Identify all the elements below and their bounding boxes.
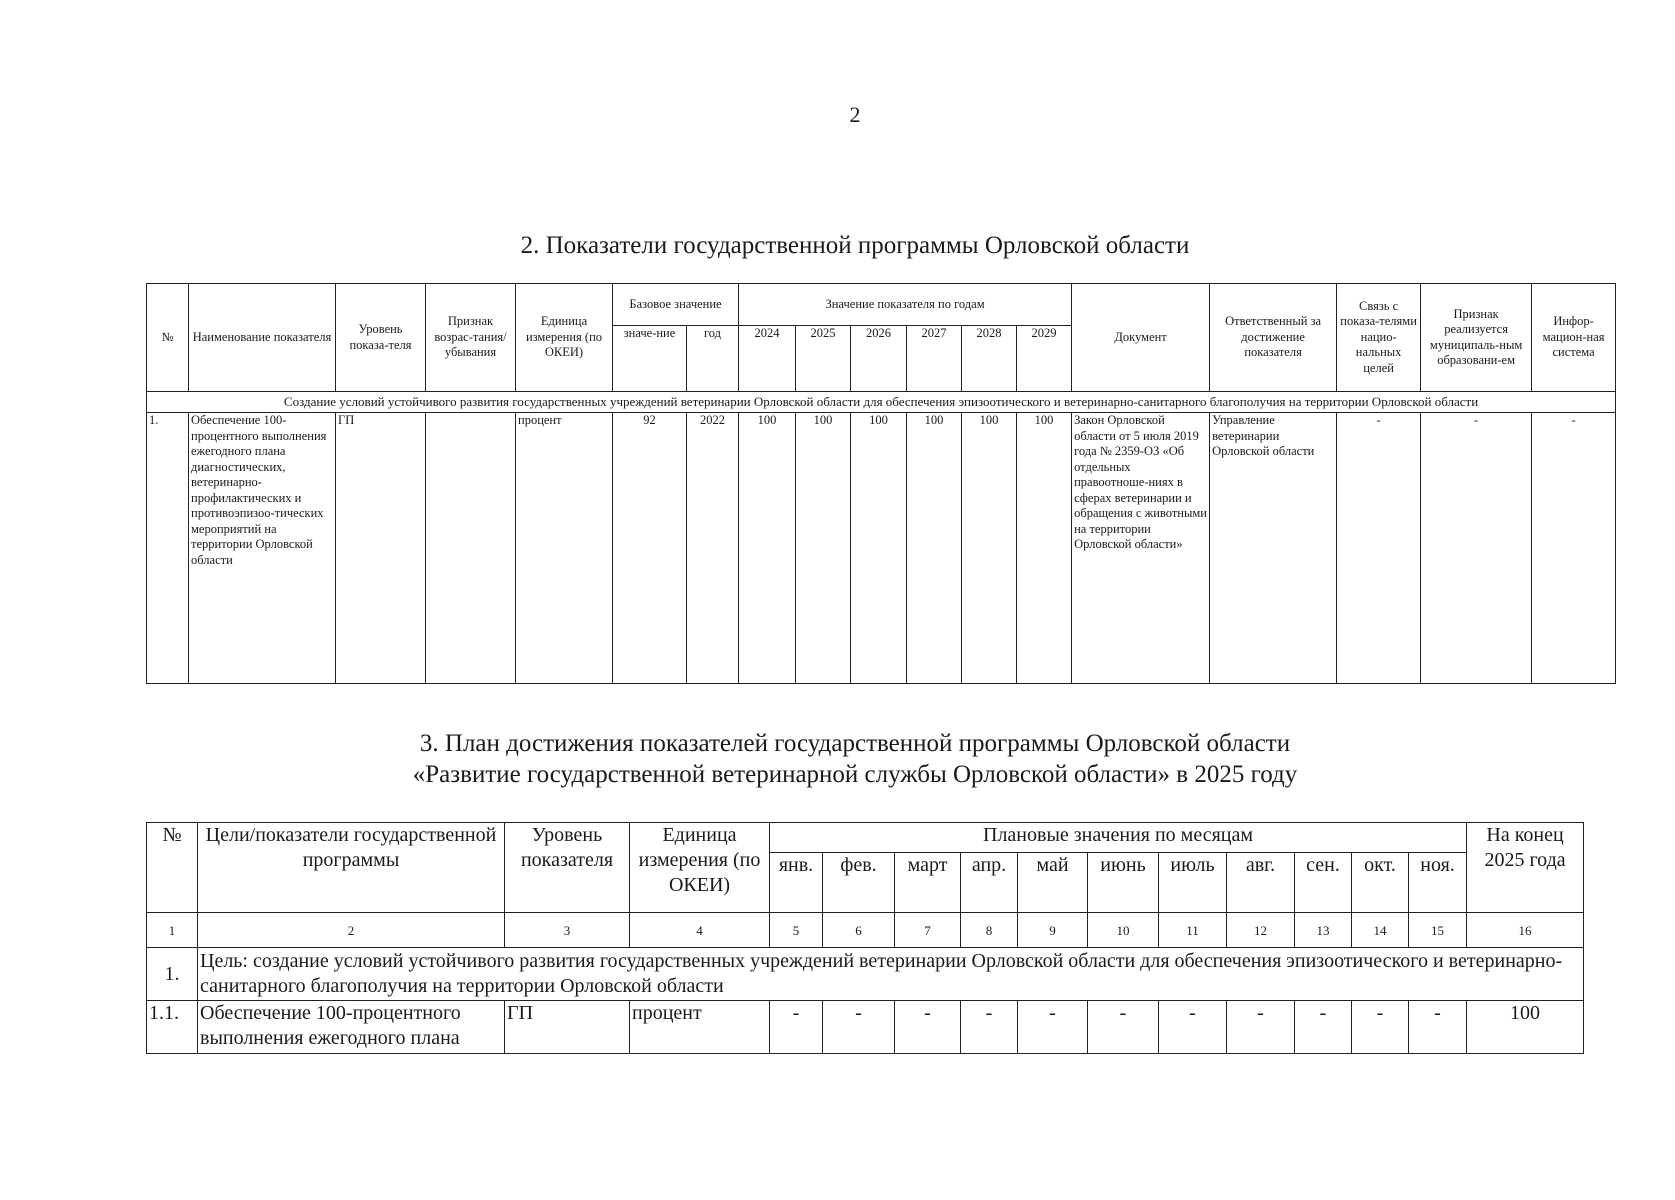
goal-num: 1. <box>147 948 198 1001</box>
monthly-value: - <box>895 1001 961 1054</box>
indicator-end-value: 100 <box>1467 1001 1584 1054</box>
row-level: ГП <box>336 413 426 684</box>
row-national-link: - <box>1337 413 1421 684</box>
plan-table <box>146 822 1584 1054</box>
col-header-level: Уровень показателя <box>505 823 630 913</box>
row-base-year: 2022 <box>687 413 739 684</box>
col-header-num: № <box>147 823 198 913</box>
col-header-base: Базовое значение <box>613 284 739 326</box>
indicator-unit: процент <box>630 1001 770 1054</box>
goal-text: Цель: создание условий устойчивого развития государственных учреждений ветеринарии Орловской области для обеспечения эпизоотического и ветеринарно-санитарного благополучия на территории Орловской области <box>198 948 1584 1001</box>
column-number: 8 <box>961 913 1018 948</box>
row-year-value: 100 <box>851 413 907 684</box>
monthly-value: - <box>1227 1001 1295 1054</box>
column-number: 16 <box>1467 913 1584 948</box>
row-municipal: - <box>1421 413 1532 684</box>
row-responsible: Управление ветеринарии Орловской области <box>1210 413 1337 684</box>
col-header-month: сен. <box>1295 853 1352 913</box>
column-number: 4 <box>630 913 770 948</box>
col-header-year: 2027 <box>907 326 962 392</box>
monthly-value: - <box>1088 1001 1159 1054</box>
column-number: 2 <box>198 913 505 948</box>
column-number: 10 <box>1088 913 1159 948</box>
row-year-value: 100 <box>796 413 851 684</box>
col-header-years-group: Значение показателя по годам <box>739 284 1072 326</box>
col-header-month: апр. <box>961 853 1018 913</box>
section3-title-line1: 3. План достижения показателей государственной программы Орловской области <box>419 730 1291 757</box>
col-header-year: 2029 <box>1017 326 1072 392</box>
column-number: 5 <box>770 913 823 948</box>
column-number: 11 <box>1159 913 1227 948</box>
row-year-value: 100 <box>907 413 962 684</box>
row-base-value: 92 <box>613 413 687 684</box>
row-year-value: 100 <box>962 413 1017 684</box>
row-document: Закон Орловской области от 5 июля 2019 года № 2359-ОЗ «Об отдельных правоотноше-ниях в сферах ветеринарии и обращения с животными на территории Орловской области» <box>1072 413 1210 684</box>
column-number: 9 <box>1018 913 1088 948</box>
col-header-month: авг. <box>1227 853 1295 913</box>
col-header-end-of-year: На конец 2025 года <box>1467 823 1584 913</box>
col-header-municipal: Признак реализуется муниципаль-ным образовани-ем <box>1421 284 1532 392</box>
section3-title-line2: «Развитие государственной ветеринарной службы Орловской области» в 2025 году <box>412 761 1298 788</box>
goal-row <box>147 948 1584 1001</box>
indicators-table <box>146 283 1616 684</box>
col-header-month: май <box>1018 853 1088 913</box>
monthly-value: - <box>961 1001 1018 1054</box>
row-name: Обеспечение 100-процентного выполнения ежегодного плана диагностических, ветеринарно-профилактических и противоэпизоо-тических мероприятий на территории Орловской области <box>189 413 336 684</box>
col-header-trend: Признак возрас-тания/ убывания <box>426 284 516 392</box>
col-header-year: 2026 <box>851 326 907 392</box>
col-header-monthly-group: Плановые значения по месяцам <box>770 823 1467 853</box>
col-header-name: Наименование показателя <box>189 284 336 392</box>
col-header-month: фев. <box>823 853 895 913</box>
col-header-info-system: Инфор-мацион-ная система <box>1532 284 1616 392</box>
indicator-num: 1.1. <box>147 1001 198 1054</box>
monthly-value: - <box>1409 1001 1467 1054</box>
indicator-name: Обеспечение 100-процентного выполнения ежегодного плана <box>198 1001 505 1054</box>
col-header-year: 2024 <box>739 326 796 392</box>
col-header-unit: Единица измерения (по ОКЕИ) <box>516 284 613 392</box>
row-year-value: 100 <box>739 413 796 684</box>
col-header-unit: Единица измерения (по ОКЕИ) <box>630 823 770 913</box>
col-header-month: июль <box>1159 853 1227 913</box>
column-number: 7 <box>895 913 961 948</box>
column-number: 15 <box>1409 913 1467 948</box>
col-header-level: Уровень показа-теля <box>336 284 426 392</box>
section3-title <box>0 728 1675 790</box>
monthly-value: - <box>770 1001 823 1054</box>
row-unit: процент <box>516 413 613 684</box>
col-header-year: 2025 <box>796 326 851 392</box>
section2-title: 2. Показатели государственной программы Орловской области <box>520 232 1190 259</box>
column-number: 6 <box>823 913 895 948</box>
column-number: 3 <box>505 913 630 948</box>
col-header-goals: Цели/показатели государственной программы <box>198 823 505 913</box>
col-header-base-value: значе-ние <box>613 326 687 392</box>
col-header-month: март <box>895 853 961 913</box>
col-header-document: Документ <box>1072 284 1210 392</box>
col-header-national-link: Связь с показа-телями нацио-нальных целей <box>1337 284 1421 392</box>
monthly-value: - <box>823 1001 895 1054</box>
col-header-month: июнь <box>1088 853 1159 913</box>
row-num: 1. <box>147 413 189 684</box>
col-header-month: ноя. <box>1409 853 1467 913</box>
col-header-year: 2028 <box>962 326 1017 392</box>
column-number: 14 <box>1352 913 1409 948</box>
table-row <box>147 413 1616 684</box>
col-header-responsible: Ответственный за достижение показателя <box>1210 284 1337 392</box>
section-row: Создание условий устойчивого развития государственных учреждений ветеринарии Орловской области для обеспечения эпизоотического и ветеринарно-санитарного благополучия на территории Орловской области <box>147 392 1616 413</box>
page-number: 2 <box>849 102 861 127</box>
column-numbers-row <box>147 913 1584 948</box>
monthly-value: - <box>1295 1001 1352 1054</box>
monthly-value: - <box>1159 1001 1227 1054</box>
col-header-base-year: год <box>687 326 739 392</box>
col-header-month: окт. <box>1352 853 1409 913</box>
column-number: 12 <box>1227 913 1295 948</box>
col-header-num: № <box>147 284 189 392</box>
row-info-system: - <box>1532 413 1616 684</box>
column-number: 13 <box>1295 913 1352 948</box>
row-year-value: 100 <box>1017 413 1072 684</box>
table-row <box>147 1001 1584 1054</box>
col-header-month: янв. <box>770 853 823 913</box>
column-number: 1 <box>147 913 198 948</box>
monthly-value: - <box>1018 1001 1088 1054</box>
monthly-value: - <box>1352 1001 1409 1054</box>
row-trend <box>426 413 516 684</box>
indicator-level: ГП <box>505 1001 630 1054</box>
